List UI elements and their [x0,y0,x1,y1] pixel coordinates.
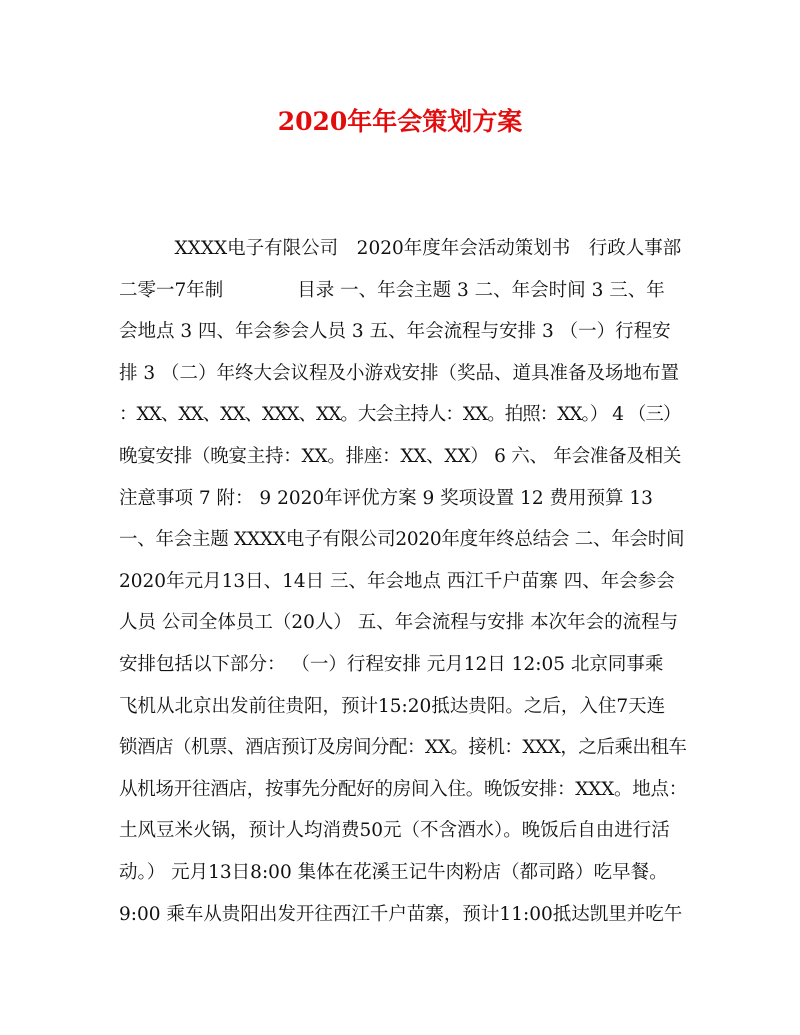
body-line: 排 3 （二）年终大会议程及小游戏安排（奖品、道具准备及场地布置 [119,362,680,384]
body-line: 飞机从北京出发前往贵阳，预计15:20抵达贵阳。之后，入住7天连 [119,695,666,717]
body-line: 人员 公司全体员工（20人） 五、年会流程与安排 本次年会的流程与 [119,612,679,634]
body-line: 会地点 3 四、年会参会人员 3 五、年会流程与安排 3 （一）行程安 [119,321,671,343]
document-title: 2020年年会策划方案 [277,107,523,136]
body-line: 土风豆米火锅，预计人均消费50元（不含酒水）。晚饭后自由进行活 [119,820,670,842]
body-line: 动。） 元月13日8:00 集体在花溪王记牛肉粉店（都司路）吃早餐。 [119,861,668,883]
body-line: 晚宴安排（晚宴主持：XX。排座：XX、XX） 6 六、 年会准备及相关 [119,445,682,467]
body-line: XXXX电子有限公司 2020年度年会活动策划书 行政人事部 [119,238,682,259]
body-line: 锁酒店（机票、酒店预订及房间分配：XX。接机：XXX，之后乘出租车 [119,737,687,759]
body-line: 从机场开往酒店，按事先分配好的房间入住。晚饭安排：XXX。地点： [119,778,688,800]
body-line: 二零一7年制 目录 一、年会主题 3 二、年会时间 3 三、年 [119,279,665,301]
body-line: 2020年元月13日、14日 三、年会地点 西江千户苗寨 四、年会参会 [119,570,675,592]
body-line: 9:00 乘车从贵阳出发开往西江千户苗寨，预计11:00抵达凯里并吃午 [119,903,683,925]
body-line: 一、年会主题 XXXX电子有限公司2020年度年终总结会 二、年会时间 [119,529,685,551]
body-line: ：XX、XX、XX、XXX、XX。大会主持人：XX。拍照：XX。） 4 （三） [119,404,681,426]
body-line: 安排包括以下部分： （一）行程安排 元月12日 12:05 北京同事乘 [119,653,664,675]
document-body [119,228,689,935]
body-line: 注意事项 7 附： 9 2020年评优方案 9 奖项设置 12 费用预算 13 [119,487,653,509]
